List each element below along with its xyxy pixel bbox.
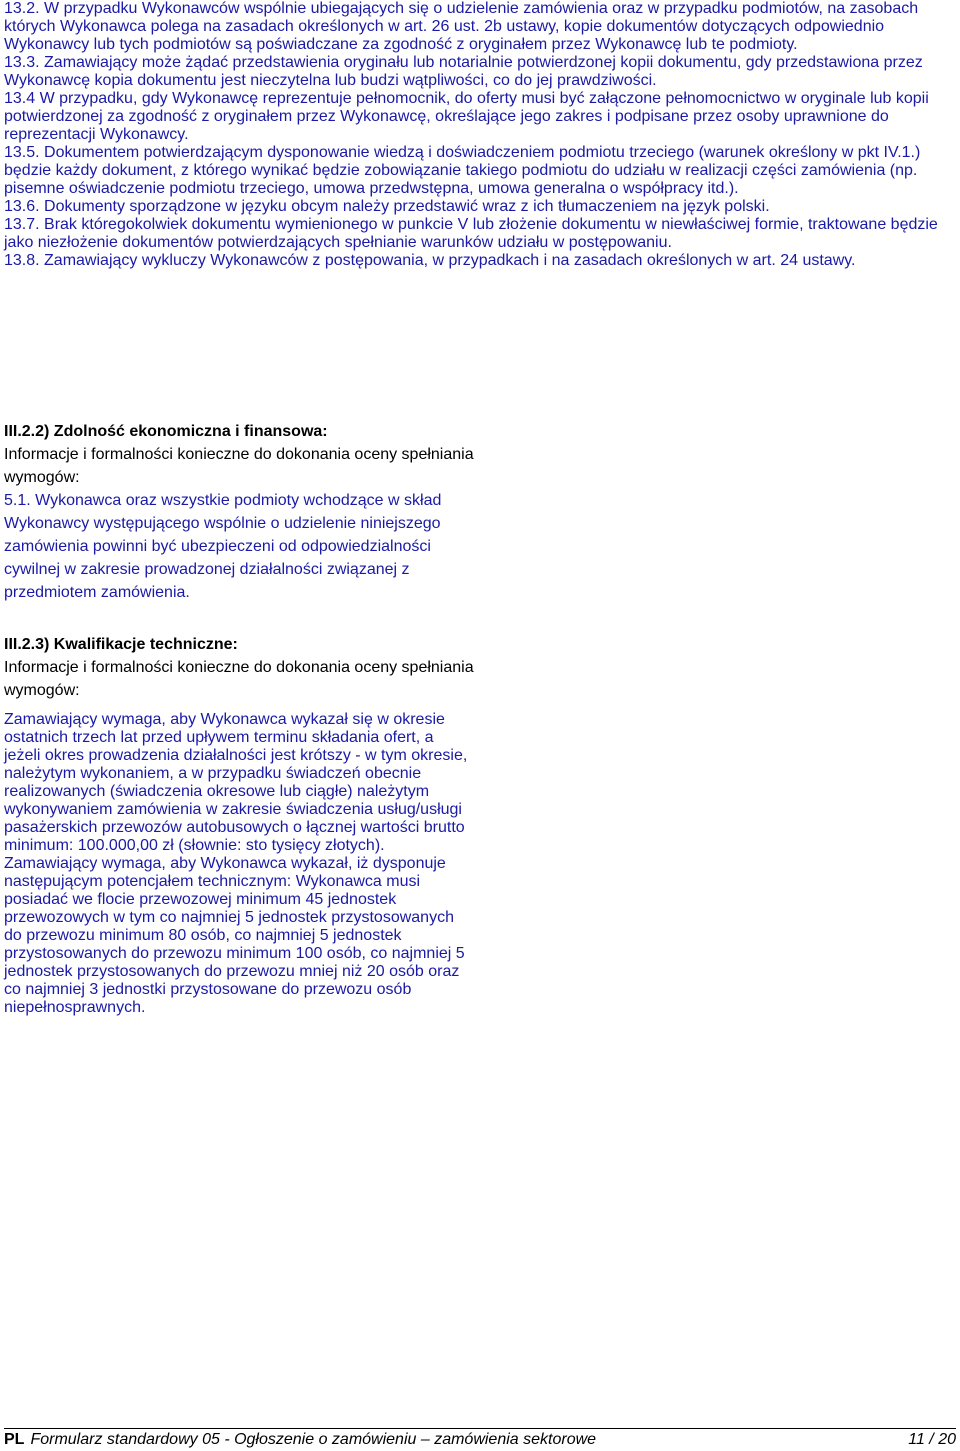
procedure-requirements-block <box>4 0 958 270</box>
footer-page-number: 11 / 20 <box>908 1431 956 1448</box>
economic-capacity-text: 5.1. Wykonawca oraz wszystkie podmioty wchodzące w skład Wykonawcy występującego wspólnie o udzielenie niniejszego zamówienia powinni być ubezpieczeni od odpowiedzialności cywilnej w zakresie prowadzonej działalności związanej z przedmiotem zamówienia. <box>4 492 442 601</box>
economic-info-label: Informacje i formalności konieczne do dokonania oceny spełniania wymogów: <box>4 446 474 486</box>
technical-qualifications-heading: III.2.3) Kwalifikacje techniczne: <box>4 636 238 653</box>
paragraph-13-3: 13.3. Zamawiający może żądać przedstawienia oryginału lub notarialnie potwierdzonej kopii dokumentu, gdy przedstawiona przez Wykonawcę kopia dokumentu jest nieczytelna lub budzi wątpliwości, co do jej prawdziwości. <box>4 54 923 89</box>
technical-qualifications-text: Zamawiający wymaga, aby Wykonawca wykazał się w okresie ostatnich trzech lat przed upływem terminu składania ofert, a jeżeli okres prowadzenia działalności jest krótszy - w tym okresie, należytym wykonaniem, a w przypadku świadczeń obecnie realizowanych (świadczenia okresowe lub ciągłe) należytym wykonywaniem zamówienia w zakresie świadczenia usług/usługi pasażerskich przewozów autobusowych o łącznej wartości brutto minimum: 100.000,00 zł (słownie: sto tysięcy złotych). Zamawiający wymaga, aby Wykonawca wykazał, iż dysponuje następującym potencjałem technicznym: Wykonawca musi posiadać we flocie przewozowej minimum 45 jednostek przewozowych w tym co najmniej 5 jednostek przystosowanych do przewozu minimum 80 osób, co najmniej 5 jednostek przystosowanych do przewozu minimum 100 osób, co najmniej 5 jednostek przystosowanych do przewozu mniej niż 20 osób oraz co najmniej 3 jednostki przystosowane do przewozu osób niepełnosprawnych. <box>4 711 468 1016</box>
paragraph-13-6: 13.6. Dokumenty sporządzone w języku obcym należy przedstawić wraz z ich tłumaczeniem na język polski. <box>4 198 770 215</box>
page-footer <box>4 1428 956 1451</box>
paragraph-13-5: 13.5. Dokumentem potwierdzającym dysponowanie wiedzą i doświadczeniem podmiotu trzeciego (warunek określony w pkt IV.1.) będzie każdy dokument, z którego wynikać będzie zobowiązanie takiego podmiotu do udziału w realizacji części zamówienia (np. pisemne oświadczenie podmiotu trzeciego, umowa przedwstępna, umowa generalna o współpracy itd.). <box>4 144 921 197</box>
paragraph-13-8: 13.8. Zamawiający wykluczy Wykonawców z postępowania, w przypadkach i na zasadach określonych w art. 24 ustawy. <box>4 252 856 269</box>
technical-qualifications-section <box>4 633 524 1017</box>
paragraph-13-2: 13.2. W przypadku Wykonawców wspólnie ubiegających się o udzielenie zamówienia oraz w przypadku podmiotów, na zasobach których Wykonawca polega na zasadach określonych w art. 26 ust. 2b ustawy, kopie dokumentów dotyczących odpowiednio Wykonawcy lub tych podmiotów są poświadczane za zgodność z oryginałem przez Wykonawcę lub te podmioty. <box>4 0 919 53</box>
economic-capacity-section <box>4 420 524 604</box>
technical-info-label: Informacje i formalności konieczne do dokonania oceny spełniania wymogów: <box>4 659 474 699</box>
paragraph-13-7: 13.7. Brak któregokolwiek dokumentu wymienionego w punkcie V lub złożenie dokumentu w niewłaściwej formie, traktowane będzie jako niezłożenie dokumentów potwierdzających spełnianie warunków udziału w postępowaniu. <box>4 216 938 251</box>
economic-capacity-heading: III.2.2) Zdolność ekonomiczna i finansowa: <box>4 423 328 440</box>
paragraph-13-4: 13.4 W przypadku, gdy Wykonawcę reprezentuje pełnomocnik, do oferty musi być załączone pełnomocnictwo w oryginale lub kopii potwierdzonej za zgodność z oryginałem przez Wykonawcę, określające jego zakres i podpisane przez osoby uprawnione do reprezentacji Wykonawcy. <box>4 90 929 143</box>
footer-form-title: Formularz standardowy 05 - Ogłoszenie o zamówieniu – zamówienia sektorowe <box>30 1431 597 1448</box>
footer-language: PL <box>4 1431 25 1448</box>
